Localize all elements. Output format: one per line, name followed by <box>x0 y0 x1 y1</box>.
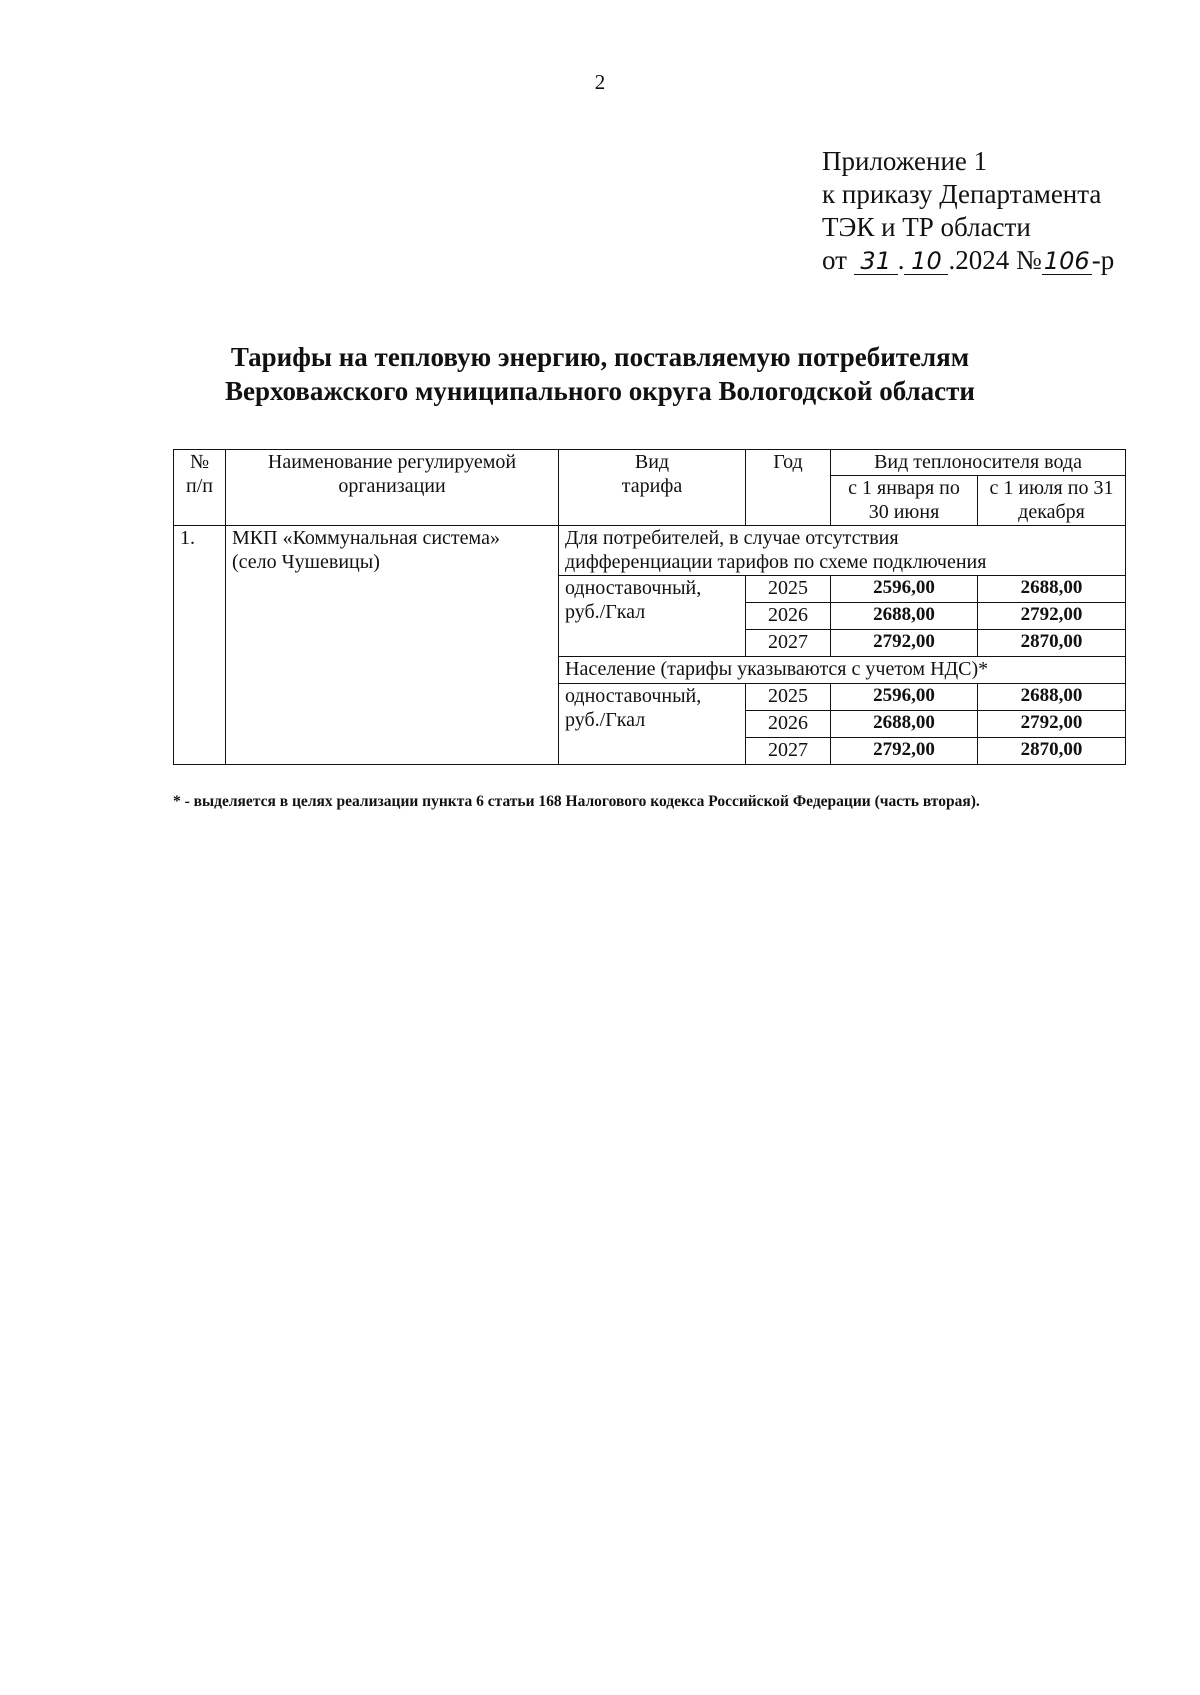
date-year: .2024 № <box>948 245 1042 275</box>
value-period-1: 2792,00 <box>831 630 978 657</box>
appendix-line-1: Приложение 1 <box>822 146 988 176</box>
group-1-tariff: одноставочный, руб./Гкал <box>559 576 746 657</box>
year-cell: 2026 <box>746 603 831 630</box>
group-1-label-row <box>174 526 1126 576</box>
header-carrier: Вид теплоносителя вода <box>831 450 1126 476</box>
group-2-tariff: одноставочный, руб./Гкал <box>559 684 746 765</box>
value-period-2: 2870,00 <box>978 738 1126 765</box>
value-period-2: 2870,00 <box>978 630 1126 657</box>
handwritten-day: 31 <box>854 248 898 275</box>
value-period-1: 2688,00 <box>831 603 978 630</box>
title-line-2: Верховажского муниципального округа Вологодской области <box>224 376 975 406</box>
header-org: Наименование регулируемой организации <box>226 450 559 526</box>
header-year: Год <box>746 450 831 526</box>
group-1-label: Для потребителей, в случае отсутствия дифференциации тарифов по схеме подключения <box>559 526 1126 576</box>
value-period-2: 2792,00 <box>978 711 1126 738</box>
footnote: * - выделяется в целях реализации пункта 6 статьи 168 Налогового кодекса Российской Федерации (часть вторая). <box>173 793 980 810</box>
header-tariff-type: Вид тарифа <box>559 450 746 526</box>
appendix-line-2: к приказу Департамента <box>822 179 1102 209</box>
header-period-2: с 1 июля по 31 декабря <box>978 476 1126 526</box>
year-cell: 2027 <box>746 630 831 657</box>
appendix-date-line <box>822 244 1114 277</box>
value-period-2: 2792,00 <box>978 603 1126 630</box>
appendix-block <box>822 145 1114 277</box>
row-num: 1. <box>174 526 226 765</box>
year-cell: 2027 <box>746 738 831 765</box>
date-prefix: от <box>822 245 847 275</box>
value-period-1: 2596,00 <box>831 576 978 603</box>
group-2-label: Население (тарифы указываются с учетом НДС)* <box>559 657 1126 684</box>
header-row <box>174 450 1126 476</box>
year-cell: 2025 <box>746 576 831 603</box>
appendix-line-3: ТЭК и ТР области <box>822 212 1031 242</box>
year-cell: 2026 <box>746 711 831 738</box>
value-period-1: 2596,00 <box>831 684 978 711</box>
row-org: МКП «Коммунальная система» (село Чушевицы) <box>226 526 559 765</box>
header-num: № п/п <box>174 450 226 526</box>
document-title <box>0 340 1200 408</box>
page-number: 2 <box>594 70 606 94</box>
header-period-1: с 1 января по 30 июня <box>831 476 978 526</box>
handwritten-month: 10 <box>904 248 948 275</box>
value-period-2: 2688,00 <box>978 576 1126 603</box>
value-period-1: 2792,00 <box>831 738 978 765</box>
title-line-1: Тарифы на тепловую энергию, поставляемую потребителям <box>230 342 970 372</box>
value-period-1: 2688,00 <box>831 711 978 738</box>
tariff-table <box>173 449 1126 765</box>
value-period-2: 2688,00 <box>978 684 1126 711</box>
handwritten-order-number: 106 <box>1042 248 1092 275</box>
date-separator: . <box>897 245 905 275</box>
order-suffix: -р <box>1091 245 1115 275</box>
year-cell: 2025 <box>746 684 831 711</box>
